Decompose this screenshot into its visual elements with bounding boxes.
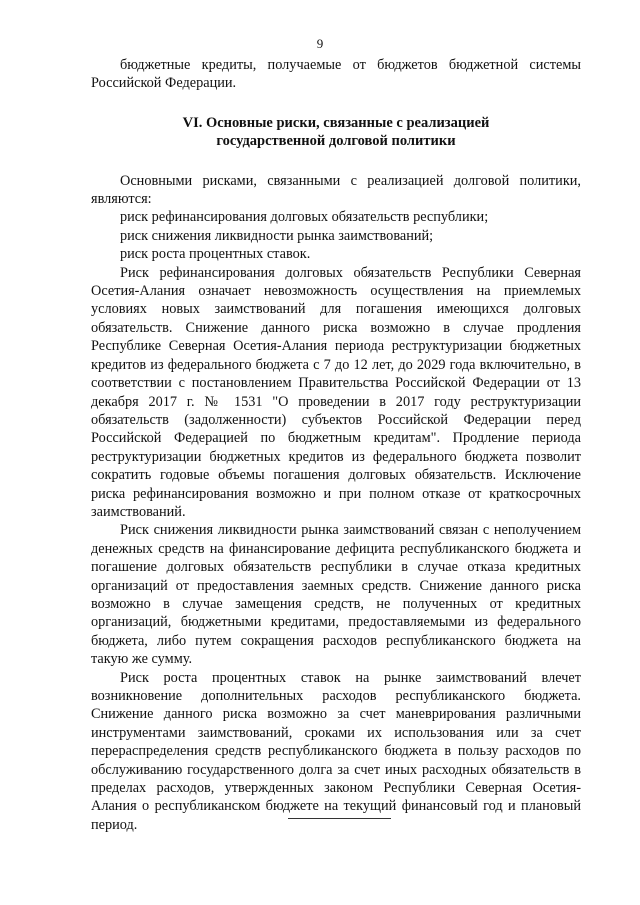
section-heading-line-1: VI. Основные риски, связанные с реализацией — [182, 114, 490, 131]
paragraph-interest-rate-risk: Риск роста процентных ставок на рынке заимствований влечет возникновение дополнительных расходов республиканского бюджета. Снижение данного риска возможно за счет маневрирования различными инструментами заимствований, сроками их использования или за счет перераспределения средств республиканского бюджета в пользу расходов по обслуживанию государственного долга за счет иных расходных обязательств в пределах расходов, утвержденных законом Республики Северная Осетия-Алания о республиканском бюджете на текущий финансовый год и плановый период. — [91, 669, 581, 833]
page-number: 9 — [316, 36, 324, 51]
risks-intro-paragraph: Основными рисками, связанными с реализацией долговой политики, являются: — [91, 172, 581, 208]
paragraph-liquidity-risk: Риск снижения ликвидности рынка заимствований связан с неполучением денежных средств на финансирование дефицита республиканского бюджета и погашение долговых обязательств республики в случае отказа кредитных организаций от предоставления заемных средств. Снижение данного риска возможно в случае замещения средств, не полученных от кредитных организаций, бюджетными кредитами, предоставляемыми из федерального бюджета, либо путем сокращения расходов республиканского бюджета на такую же сумму. — [91, 522, 581, 668]
intro-paragraph: бюджетные кредиты, получаемые от бюджетов бюджетной системы Российской Федерации. — [91, 57, 581, 92]
risk-item-liquidity: риск снижения ликвидности рынка заимствований; — [120, 227, 434, 244]
document-body — [91, 56, 581, 834]
paragraph-refinancing-risk: Риск рефинансирования долговых обязательств Республики Северная Осетия-Алания означает невозможность осуществления на приемлемых условиях новых заимствований для погашения имеющихся долговых обязательств. Снижение данного риска возможно в случае продления Республике Северная Осетия-Алания периода реструктуризации бюджетных кредитов из федерального бюджета с 7 до 12 лет, до 2029 года включительно, в соответствии с постановлением Правительства Российской Федерации от 13 декабря 2017 г. № 1531 "О проведении в 2017 году реструктуризации обязательств (задолженности) субъектов Российской Федерации перед Российской Федерацией по бюджетным кредитам". Продление периода реструктуризации бюджетных кредитов из федерального бюджета позволит сократить годовые объемы погашения долговых обязательств. Исключение риска рефинансирования возможно и при полном отказе от краткосрочных заимствований. — [91, 264, 581, 520]
closing-rule — [288, 818, 391, 819]
risk-item-refinancing: риск рефинансирования долговых обязательств республики; — [120, 209, 489, 226]
section-heading-line-2: государственной долговой политики — [216, 133, 456, 150]
risk-item-interest-rate: риск роста процентных ставок. — [120, 246, 311, 263]
section-heading — [91, 114, 581, 151]
